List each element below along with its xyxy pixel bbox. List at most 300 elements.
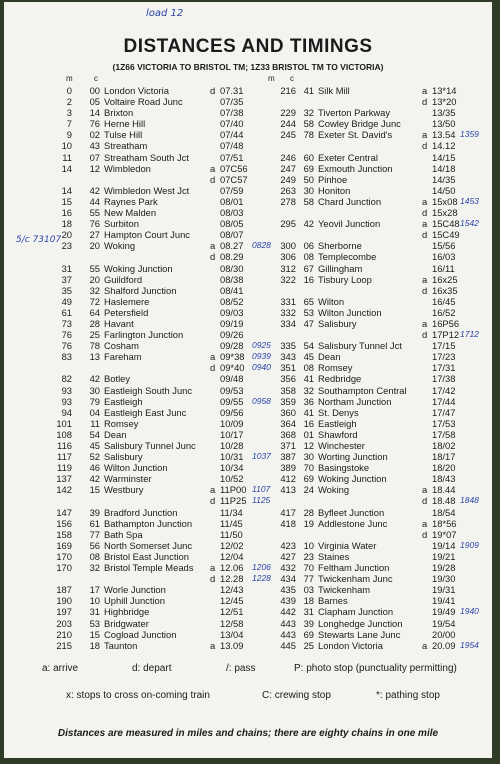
mileage-miles: 249 — [280, 173, 296, 185]
timing: 18/43 — [432, 473, 456, 485]
mileage-chains: 42 — [89, 184, 100, 196]
mileage-miles: 216 — [280, 85, 296, 96]
page-subtitle: (1Z66 VICTORIA TO BRISTOL TM; 1Z33 BRISTOL TM TO VICTORIA) — [112, 62, 384, 72]
mileage-chains: 07 — [89, 151, 100, 163]
mileage-miles: 18 — [61, 218, 72, 230]
handwritten-actual: 1037 — [252, 451, 271, 462]
station-name: Fareham — [104, 351, 142, 363]
mileage-miles: 295 — [280, 218, 296, 230]
timing: 08/52 — [220, 295, 244, 307]
timing: 08.29 — [220, 251, 244, 263]
mileage-chains: 42 — [89, 473, 100, 485]
table-row — [244, 185, 492, 196]
mileage-chains: 78 — [89, 340, 100, 352]
station-name: Pinhoe — [318, 173, 348, 185]
table-row — [244, 606, 492, 617]
station-name: Twickenham Junc — [318, 573, 393, 585]
mileage-chains: 32 — [303, 107, 314, 119]
mileage-chains: 77 — [303, 573, 314, 585]
mileage-miles: 7 — [66, 118, 72, 130]
timing: 16x35 — [432, 284, 458, 296]
mileage-chains: 39 — [303, 617, 314, 629]
timing: 08/41 — [220, 284, 244, 296]
timing: 17/38 — [432, 373, 456, 385]
timing: 18/02 — [432, 440, 456, 451]
mileage-miles: 364 — [280, 417, 296, 429]
mileage-chains: 61 — [89, 517, 100, 529]
legend-crewing: C: crewing stop — [262, 690, 331, 701]
mileage-miles: 312 — [280, 262, 296, 274]
stop-code: d — [210, 495, 216, 507]
station-name: Woking Junction — [318, 473, 387, 485]
timing: 12/04 — [220, 550, 244, 562]
station-name: Woking Junction — [104, 262, 173, 274]
mileage-miles: 306 — [280, 251, 296, 263]
station-name: Silk Mill — [318, 85, 350, 96]
handwritten-actual: 1712 — [460, 329, 479, 340]
timing: 17/23 — [432, 351, 456, 363]
timing: 12/51 — [220, 606, 244, 618]
table-row — [244, 396, 492, 407]
table-row — [244, 440, 492, 451]
timing: 12/43 — [220, 584, 244, 596]
station-name: Petersfield — [104, 306, 149, 318]
table-row — [244, 640, 492, 651]
handwritten-actual: 1359 — [460, 129, 479, 140]
timing: 17/42 — [432, 384, 456, 396]
mileage-miles: 443 — [280, 628, 296, 640]
mileage-chains: 15 — [89, 628, 100, 640]
station-name: Byfleet Junction — [318, 506, 385, 518]
legend-depart: d: depart — [132, 663, 172, 674]
timing: 07/48 — [220, 140, 244, 152]
mileage-miles: 215 — [56, 639, 72, 651]
handwritten-actual: 0828 — [252, 240, 271, 251]
mileage-miles: 76 — [61, 329, 72, 341]
footer-note: Distances are measured in miles and chains; there are eighty chains in one mile — [57, 728, 439, 739]
station-name: Farlington Junction — [104, 329, 184, 341]
station-name: Romsey — [104, 417, 139, 429]
timing: 08/05 — [220, 218, 244, 230]
timing: 07/59 — [220, 184, 244, 196]
mileage-chains: 54 — [303, 340, 314, 352]
timing: 14/18 — [432, 162, 456, 174]
timing: 07C57 — [220, 173, 248, 185]
station-name: Cosham — [104, 340, 139, 352]
timing: 13/35 — [432, 107, 456, 119]
mileage-chains: 44 — [89, 195, 100, 207]
timing: 15x28 — [432, 207, 458, 219]
timing: 13.54 — [432, 129, 456, 141]
handwritten-actual: 1206 — [252, 562, 271, 573]
timing: 20/00 — [432, 628, 456, 640]
mileage-miles: 14 — [61, 162, 72, 174]
mileage-chains: 41 — [303, 406, 314, 418]
mileage-miles: 197 — [56, 606, 72, 618]
station-name: St. Denys — [318, 406, 359, 418]
station-name: Brixton — [104, 107, 134, 119]
station-name: Eastleigh — [318, 417, 357, 429]
stop-code: a — [210, 351, 216, 363]
timing: 11/34 — [220, 506, 243, 518]
timing: 09/03 — [220, 306, 244, 318]
timing: 09*38 — [220, 351, 245, 363]
mileage-chains: 79 — [89, 395, 100, 407]
table-row — [244, 462, 492, 473]
stop-code: d — [210, 251, 216, 263]
timing: 07/40 — [220, 118, 244, 130]
chains-header: c — [94, 74, 98, 83]
table-row — [244, 152, 492, 163]
mileage-chains: 31 — [89, 606, 100, 618]
table-row — [244, 318, 492, 329]
timing: 07/35 — [220, 96, 244, 108]
station-name: Woking — [104, 240, 136, 252]
handwritten-actual: 1954 — [460, 639, 479, 650]
timing: 14/35 — [432, 173, 456, 185]
station-name: Gillingham — [318, 262, 363, 274]
mileage-chains: 70 — [303, 562, 314, 574]
station-name: Southampton Central — [318, 384, 407, 396]
station-name: Stewarts Lane Junc — [318, 628, 401, 640]
table-row — [244, 518, 492, 529]
mileage-miles: 0 — [66, 85, 72, 96]
timing: 18/54 — [432, 506, 456, 518]
timing: 18/17 — [432, 451, 456, 463]
stop-code: d — [422, 229, 428, 241]
mileage-miles: 142 — [56, 484, 72, 496]
station-name: Chard Junction — [318, 195, 382, 207]
mileage-chains: 20 — [89, 273, 100, 285]
station-name: Eastleigh — [104, 395, 143, 407]
stop-code: a — [210, 162, 216, 174]
station-name: Honiton — [318, 184, 351, 196]
stop-code: d — [210, 85, 216, 96]
mileage-chains: 04 — [89, 406, 100, 418]
table-row — [244, 484, 492, 495]
stop-code: a — [422, 639, 428, 651]
mileage-chains: 16 — [303, 273, 314, 285]
station-name: Wilton Junction — [104, 462, 168, 474]
stop-code: a — [422, 85, 428, 96]
station-name: Salisbury — [318, 317, 357, 329]
station-name: New Malden — [104, 207, 157, 219]
mileage-chains: 60 — [303, 151, 314, 163]
timing: 09/26 — [220, 329, 244, 341]
station-name: Eastleigh East Junc — [104, 406, 187, 418]
station-name: Wimbledon — [104, 162, 151, 174]
station-name: Tulse Hill — [104, 129, 143, 141]
mileage-miles: 93 — [61, 395, 72, 407]
station-name: Surbiton — [104, 218, 139, 230]
table-row — [244, 263, 492, 274]
mileage-chains: 13 — [89, 351, 100, 363]
mileage-miles: 334 — [280, 317, 296, 329]
station-name: Exeter Central — [318, 151, 378, 163]
mileage-miles: 11 — [62, 151, 72, 163]
mileage-miles: 3 — [66, 107, 72, 119]
station-name: Hampton Court Junc — [104, 229, 190, 241]
timing: 13.09 — [220, 639, 244, 651]
station-name: Romsey — [318, 362, 353, 374]
mileage-chains: 01 — [303, 428, 314, 440]
miles-header: m — [66, 74, 73, 83]
timetable-sheet — [4, 2, 492, 758]
mileage-chains: 05 — [89, 96, 100, 108]
timing: 15C48 — [432, 218, 460, 230]
table-row — [244, 351, 492, 362]
mileage-chains: 06 — [303, 240, 314, 252]
mileage-chains: 23 — [303, 550, 314, 562]
table-row — [244, 174, 492, 185]
timing: 11P25 — [220, 495, 247, 507]
mileage-miles: 14 — [61, 184, 72, 196]
mileage-chains: 53 — [89, 617, 100, 629]
table-row — [244, 107, 492, 118]
mileage-miles: 358 — [280, 384, 296, 396]
station-name: Warminster — [104, 473, 152, 485]
timing: 20.09 — [432, 639, 456, 651]
timing: 15/56 — [432, 240, 456, 252]
stop-code: a — [210, 639, 216, 651]
station-name: Basingstoke — [318, 462, 370, 474]
stop-code: d — [422, 140, 428, 152]
table-row — [244, 163, 492, 174]
stop-code: d — [422, 528, 428, 540]
mileage-miles: 331 — [280, 295, 296, 307]
mileage-miles: 147 — [56, 506, 72, 518]
mileage-miles: 187 — [56, 584, 72, 596]
station-name: Virginia Water — [318, 539, 377, 551]
stop-code: a — [422, 129, 428, 141]
mileage-miles: 101 — [56, 417, 72, 429]
mileage-miles: 9 — [66, 129, 72, 141]
mileage-miles: 432 — [280, 562, 296, 574]
mileage-chains: 27 — [89, 229, 100, 241]
station-name: Tisbury Loop — [318, 273, 372, 285]
mileage-chains: 69 — [303, 473, 314, 485]
mileage-miles: 35 — [61, 284, 72, 296]
timing: 09/55 — [220, 395, 244, 407]
timing: 12.06 — [220, 562, 244, 574]
station-name: Shalford Junction — [104, 284, 177, 296]
timing: 12/58 — [220, 617, 244, 629]
timing: 13*20 — [432, 96, 457, 108]
station-name: Addlestone Junc — [318, 517, 388, 529]
timing: 17/53 — [432, 417, 456, 429]
mileage-chains: 08 — [89, 550, 100, 562]
timing: 19/21 — [432, 550, 456, 562]
mileage-miles: 83 — [61, 351, 72, 363]
handwritten-actual: 1909 — [460, 539, 479, 550]
mileage-chains: 53 — [303, 306, 314, 318]
mileage-chains: 03 — [303, 584, 314, 596]
station-name: Bristol Temple Meads — [104, 562, 194, 574]
mileage-chains: 77 — [89, 528, 100, 540]
timing: 17/58 — [432, 428, 456, 440]
mileage-miles: 31 — [61, 262, 72, 274]
mileage-miles: 229 — [280, 107, 296, 119]
timing: 19/41 — [432, 595, 456, 607]
timing: 15C49 — [432, 229, 460, 241]
timing: 10/34 — [220, 462, 244, 474]
timing: 07/44 — [220, 129, 244, 141]
mileage-miles: 73 — [61, 317, 72, 329]
timing: 11P00 — [220, 484, 247, 496]
timing: 16P56 — [432, 317, 460, 329]
timing: 17/44 — [432, 395, 456, 407]
table-row — [244, 118, 492, 129]
chains-header-right: c — [290, 74, 294, 83]
timing: 17/47 — [432, 406, 456, 418]
mileage-miles: 108 — [56, 428, 72, 440]
mileage-chains: 69 — [303, 628, 314, 640]
mileage-chains: 58 — [303, 118, 314, 130]
station-name: Exeter St. David's — [318, 129, 393, 141]
mileage-chains: 58 — [303, 195, 314, 207]
station-name: Wilton — [318, 295, 345, 307]
timing: 16/03 — [432, 251, 456, 263]
station-name: Haslemere — [104, 295, 150, 307]
station-name: Northam Junction — [318, 395, 392, 407]
table-row — [244, 618, 492, 629]
mileage-miles: 351 — [280, 362, 296, 374]
table-row — [244, 451, 492, 462]
handwritten-actual: 1848 — [460, 495, 479, 506]
table-row — [244, 373, 492, 384]
mileage-miles: 443 — [280, 617, 296, 629]
table-row — [244, 540, 492, 551]
station-name: Worting Junction — [318, 451, 388, 463]
mileage-miles: 16 — [61, 207, 72, 219]
stop-code: d — [210, 173, 216, 185]
station-name: Bridgwater — [104, 617, 149, 629]
stop-code: d — [422, 96, 428, 108]
timing: 09/48 — [220, 373, 244, 385]
mileage-miles: 300 — [280, 240, 296, 252]
mileage-miles: 427 — [280, 550, 296, 562]
station-name: Taunton — [104, 639, 138, 651]
station-name: North Somerset Junc — [104, 539, 193, 551]
mileage-chains: 31 — [303, 606, 314, 618]
mileage-miles: 371 — [280, 440, 296, 451]
table-row — [244, 529, 492, 540]
timing: 09/19 — [220, 317, 244, 329]
station-name: Bathampton Junction — [104, 517, 193, 529]
mileage-chains: 25 — [303, 639, 314, 651]
mileage-chains: 18 — [303, 595, 314, 607]
page-title: DISTANCES AND TIMINGS — [123, 36, 373, 57]
station-name: Longhedge Junction — [318, 617, 403, 629]
mileage-chains: 42 — [303, 218, 314, 230]
mileage-chains: 45 — [303, 351, 314, 363]
legend-pass: /: pass — [226, 663, 256, 674]
mileage-miles: 116 — [57, 440, 72, 451]
station-name: Bradford Junction — [104, 506, 178, 518]
table-row — [244, 418, 492, 429]
mileage-miles: 418 — [280, 517, 296, 529]
station-name: Eastleigh South Junc — [104, 384, 193, 396]
timing: 08.27 — [220, 240, 244, 252]
station-name: Staines — [318, 550, 350, 562]
mileage-chains: 39 — [89, 506, 100, 518]
handwritten-actual: 1453 — [460, 195, 479, 206]
handwritten-actual: 1940 — [460, 606, 479, 617]
mileage-chains: 00 — [89, 85, 100, 96]
mileage-miles: 368 — [280, 428, 296, 440]
mileage-chains: 78 — [303, 129, 314, 141]
station-name: Wimbledon West Jct — [104, 184, 190, 196]
station-name: Dean — [104, 428, 127, 440]
mileage-chains: 28 — [89, 317, 100, 329]
timing: 17P12 — [432, 329, 460, 341]
mileage-chains: 56 — [89, 539, 100, 551]
timing: 14/15 — [432, 151, 456, 163]
station-name: Westbury — [104, 484, 144, 496]
mileage-chains: 65 — [303, 295, 314, 307]
mileage-miles: 445 — [280, 639, 296, 651]
mileage-miles: 20 — [61, 229, 72, 241]
mileage-chains: 76 — [89, 218, 100, 230]
mileage-chains: 32 — [89, 562, 100, 574]
table-row — [244, 207, 492, 218]
timing: 16/45 — [432, 295, 456, 307]
timing: 13*14 — [432, 85, 457, 96]
station-name: Cowley Bridge Junc — [318, 118, 401, 130]
stop-code: d — [210, 362, 216, 374]
mileage-chains: 24 — [303, 484, 314, 496]
timing: 07/38 — [220, 107, 244, 119]
station-name: Havant — [104, 317, 134, 329]
timing: 18*56 — [432, 517, 457, 529]
station-name: London Victoria — [104, 85, 169, 96]
timing: 09*40 — [220, 362, 245, 374]
timing: 17/15 — [432, 340, 456, 352]
mileage-miles: 37 — [61, 273, 72, 285]
table-row — [244, 218, 492, 229]
station-name: Streatham South Jct — [104, 151, 189, 163]
table-row — [244, 495, 492, 506]
mileage-miles: 245 — [280, 129, 296, 141]
table-row — [244, 429, 492, 440]
stop-code: a — [422, 484, 428, 496]
mileage-chains: 46 — [89, 462, 100, 474]
mileage-miles: 23 — [61, 240, 72, 252]
station-name: Twickenham — [318, 584, 371, 596]
stop-code: a — [422, 517, 428, 529]
mileage-chains: 52 — [89, 451, 100, 463]
mileage-chains: 55 — [89, 262, 100, 274]
handwritten-actual: 0925 — [252, 340, 271, 351]
station-name: Clapham Junction — [318, 606, 394, 618]
handwritten-actual: 1542 — [460, 218, 479, 229]
timing: 12/45 — [220, 595, 244, 607]
table-row — [244, 85, 492, 96]
mileage-miles: 423 — [280, 539, 296, 551]
mileage-chains: 12 — [303, 440, 314, 451]
stop-code: d — [422, 495, 428, 507]
table-row — [244, 96, 492, 107]
table-row — [244, 240, 492, 251]
station-name: Salisbury — [104, 451, 143, 463]
timing: 07C56 — [220, 162, 248, 174]
mileage-miles: 82 — [61, 373, 72, 385]
timing: 08/30 — [220, 262, 244, 274]
station-name: Voltaire Road Junc — [104, 96, 183, 108]
station-name: Raynes Park — [104, 195, 158, 207]
station-name: Botley — [104, 373, 131, 385]
mileage-miles: 246 — [280, 151, 296, 163]
